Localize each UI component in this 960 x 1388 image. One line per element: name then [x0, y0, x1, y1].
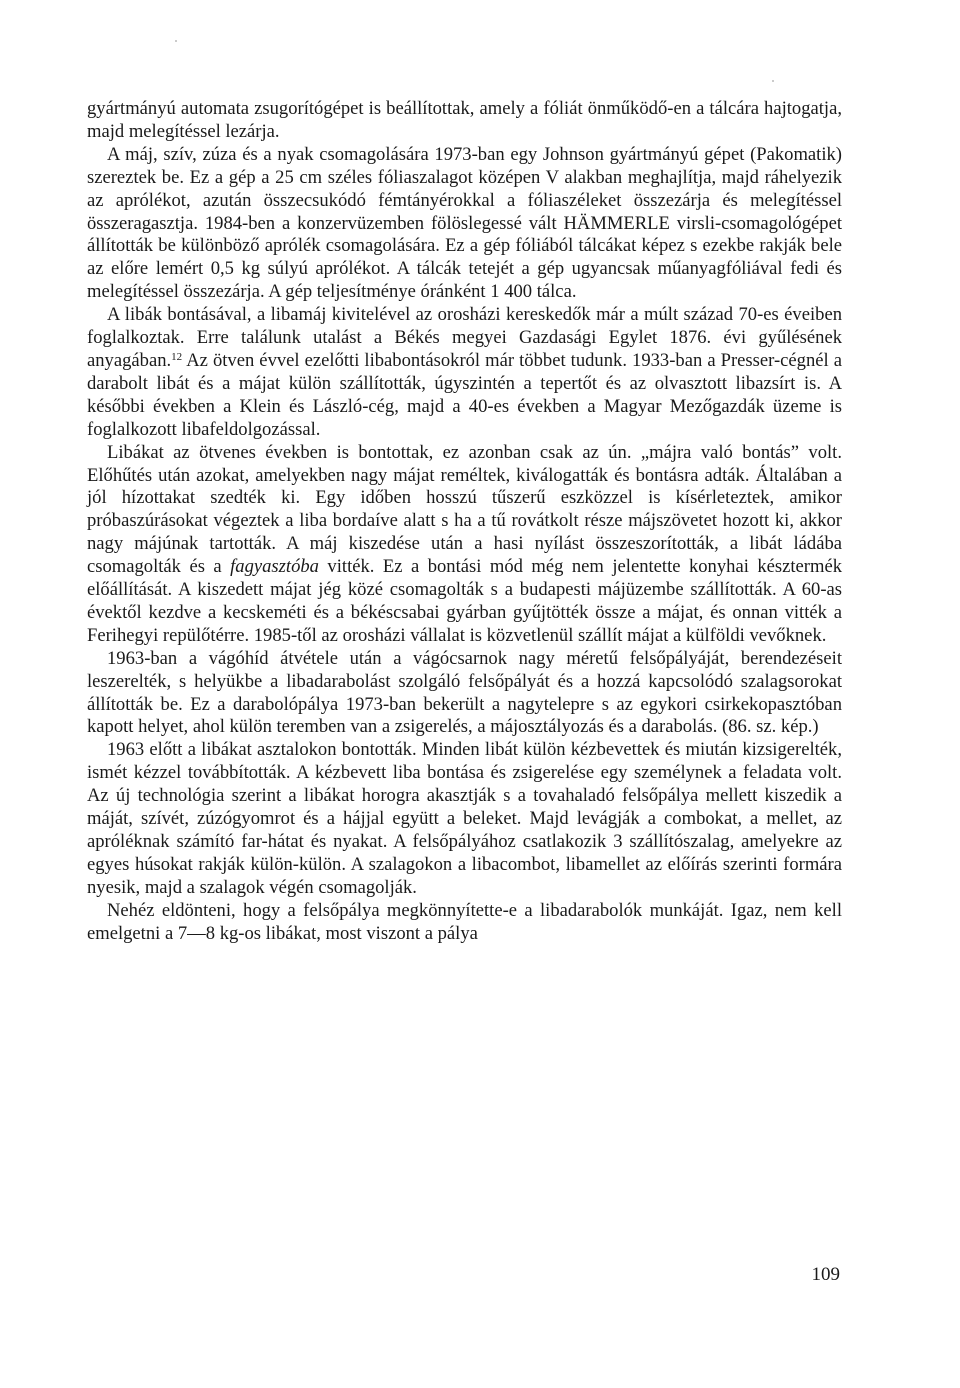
emphasis-text: fagyasztóba: [230, 556, 319, 578]
paragraph-text: vitték. Ez a bontási mód még nem jelentette konyhai késztermék előállítását. A kiszedett májat jég közé csomagolták s a budapesti májüzembe szállították. A 60-as évektől kezdve a kecskeméti és a békéscsabai gyárban gyűjtötték össze a májat, és onnan vitték a Ferihegyi repülőtérre. 1985-től az orosházi vállalat is közvetlenül szállít májat a külföldi vevőknek.: [87, 556, 842, 646]
paragraph-text: Az ötven évvel ezelőtti libabontásokról már többet tudunk. 1933-ban a Presser-cégnél a darabolt libát és a májat külön szállították, úgyszintén a tepertőt és az olvasztott libazsírt is. A későbbi években a Klein és László-cég, majd a 40-es években a Magyar Mezőgazdák üzeme is foglalkozott libafeldolgozással.: [87, 349, 842, 440]
paragraph-text: A libák bontásával, a libamáj kivitelével az orosházi kereskedők már a múlt század 70-es éveiben foglalkoztak. Erre találunk utalást a Békés megyei Gazdasági Egylet 1876. évi gyűlésének anyagában.: [87, 304, 842, 371]
paragraph-6: [87, 739, 842, 899]
paragraph-7: [87, 900, 842, 946]
page-body: [87, 98, 842, 946]
footnote-marker: 12: [171, 350, 183, 363]
paragraph-5: [87, 648, 842, 740]
paragraph-text: 1963 előtt a libákat asztalokon bontották. Minden libát külön kézbevettek és miután kizsigerelték, ismét kézzel továbbították. A kézbevett liba bontása és zsigerelése egy személynek a feladata volt. Az új technológia szerint a libákat horogra akasztják s a tovahaladó felsőpálya mellett kiszedik a máját, szívét, zúzógyomrot és a hájjal együtt a beleket. Majd levágják a combokat, a mellet, az apróléknak számító far-hátat és nyakat. A felsőpályához csatlakozik 3 szállítószalag, amelyekre az egyes húsokat rakják külön-külön. A szalagokon a libacombot, libamellet az előírás szerinti formára nyesik, majd a szalagok végén csomagolják.: [87, 739, 842, 898]
paragraph-1: [87, 98, 842, 144]
page-number: 109: [811, 1264, 840, 1285]
paragraph-2: [87, 144, 842, 304]
paragraph-text: gyártmányú automata zsugorítógépet is beállítottak, amely a fóliát önműködő-en a tálcára hajtogatja, majd melegítéssel lezárja.: [87, 98, 842, 142]
scan-speck: [772, 80, 774, 82]
paragraph-4: [87, 442, 842, 648]
paragraph-text: Nehéz eldönteni, hogy a felsőpálya megkönnyítette-e a libadarabolók munkáját. Igaz, nem kell emelgetni a 7—8 kg-os libákat, most viszont a pálya: [87, 899, 842, 944]
paragraph-text: Libákat az ötvenes években is bontottak, ez azonban csak az ún. „májra való bontás” volt. Előhűtés után azokat, amelyekben nagy májat reméltek, kiválogatták és bontásra adták. Általában a jól hízottakat szedték ki. Egy időben hosszú tűszerű eszközzel is kísérleteztek, amikor próbaszúrásokat végeztek a liba bordaíve alatt s ha a tű rovátkolt része májszövetet hozott ki, akkor nagy májúnak tartották. A máj kiszedése után a hasi nyílást összeszorították, a libát ládába csomagolták és a: [87, 441, 842, 578]
paragraph-text: 1963-ban a vágóhíd átvétele után a vágócsarnok nagy méretű felsőpályáját, berendezéseit leszerelték, s helyükbe a libadarabolást szolgáló felsőpályát és a hozzá kapcsolódó szalagsorokat állították be. Ez a darabolópálya 1973-ban bekerült a nagytelepre s az egykori csirkekopasztóban kapott helyet, ahol külön teremben van a zsigerelés, a májosztályozás és a darabolás. (86. sz. kép.): [87, 647, 842, 738]
paragraph-3: [87, 304, 842, 441]
scan-speck: [175, 40, 177, 42]
paragraph-text: A máj, szív, zúza és a nyak csomagolására 1973-ban egy Johnson gyártmányú gépet (Pakomatik) szereztek be. Ez a gép a 25 cm széles fóliaszalagot középen V alakban meghajlítja, majd ráhelyezik az aprólékot, azután összecsukódó fémtányérokkal a fóliaszéleket összezárja és melegítéssel összeragasztja. 1984-ben a konzervüzemben fölöslegessé vált HÄMMERLE virsli-csomagológépet állították be különböző aprólék csomagolására. Ez a gép fóliából tálcákat képez s ezekbe rakják bele az előre lemért 0,5 kg súlyú aprólékot. A tálcák tetejét a gép ugyancsak műanyagfóliával fedi és melegítéssel összezárja. A gép teljesítménye óránként 1 400 tálca.: [87, 143, 842, 303]
